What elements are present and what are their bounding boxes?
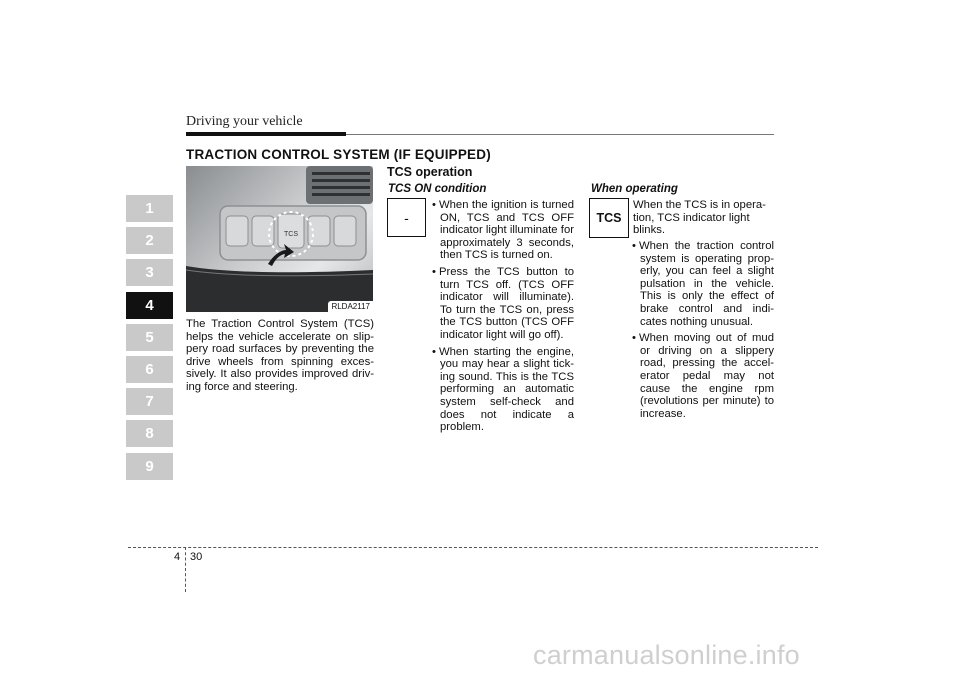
- chapter-tabs: [126, 195, 173, 485]
- chapter-tab-1[interactable]: 1: [126, 195, 173, 222]
- tcs-off-indicator-icon: -: [387, 198, 426, 237]
- intro-paragraph: The Traction Control System (TCS) helps the vehicle accelerate on slip-pery road surfaces by preventing the drive wheels from spinning exces-sively. It also provides improved driv-ing force and steering.: [186, 318, 374, 393]
- chapter-tab-3[interactable]: 3: [126, 259, 173, 286]
- watermark: carmanualsonline.info: [533, 640, 800, 670]
- chapter-tab-6[interactable]: 6: [126, 356, 173, 383]
- tcs-operation-heading: TCS operation: [387, 165, 473, 179]
- figure-caption: RLDA2117: [328, 301, 373, 312]
- list-item: • When the ignition is turned ON, TCS and TCS OFF indicator light illuminate for approximately 3 seconds, then TCS is turned on.: [430, 199, 574, 262]
- chapter-title: TRACTION CONTROL SYSTEM (IF EQUIPPED): [186, 147, 491, 162]
- dashboard-illustration: [186, 166, 373, 312]
- footer-divider: [185, 547, 186, 592]
- list-item: • When moving out of mud or driving on a slippery road, pressing the accel-erator pedal may not cause the engine rpm (revolutions per minute) to increase.: [630, 332, 774, 420]
- chapter-tab-9[interactable]: 9: [126, 453, 173, 480]
- chapter-tab-5[interactable]: 5: [126, 324, 173, 351]
- footer-rule: [128, 547, 818, 548]
- when-operating-list: [630, 240, 774, 424]
- footer-chapter-number: 4: [174, 551, 181, 563]
- chapter-tab-7[interactable]: 7: [126, 388, 173, 415]
- chapter-tab-2[interactable]: 2: [126, 227, 173, 254]
- header-rule-accent: [186, 132, 346, 136]
- dashboard-photo: [186, 166, 373, 312]
- tcs-button-label: TCS: [284, 231, 298, 238]
- tcs-on-condition-list: [430, 199, 574, 438]
- list-item: • Press the TCS button to turn TCS off. (TCS OFF indicator will illuminate). To turn the TCS on, press the TCS button (TCS OFF indicator light will go off).: [430, 266, 574, 342]
- chapter-tab-8[interactable]: 8: [126, 420, 173, 447]
- tcs-on-condition-heading: TCS ON condition: [388, 183, 487, 195]
- air-vent: [306, 166, 373, 204]
- when-operating-heading: When operating: [591, 183, 678, 195]
- when-operating-intro: When the TCS is in opera-tion, TCS indicator light blinks.: [633, 199, 766, 237]
- tcs-indicator-icon: TCS: [589, 198, 629, 238]
- section-header: Driving your vehicle: [186, 114, 303, 129]
- page-number: 30: [190, 551, 203, 563]
- chapter-tab-4[interactable]: 4: [126, 292, 173, 319]
- list-item: • When starting the engine, you may hear a slight tick-ing sound. This is the TCS performing an automatic system self-check and does not indicate a problem.: [430, 346, 574, 434]
- list-item: • When the traction control system is operating prop-erly, you can feel a slight pulsation in the vehicle. This is only the effect of brake control and indi-cates nothing unusual.: [630, 240, 774, 328]
